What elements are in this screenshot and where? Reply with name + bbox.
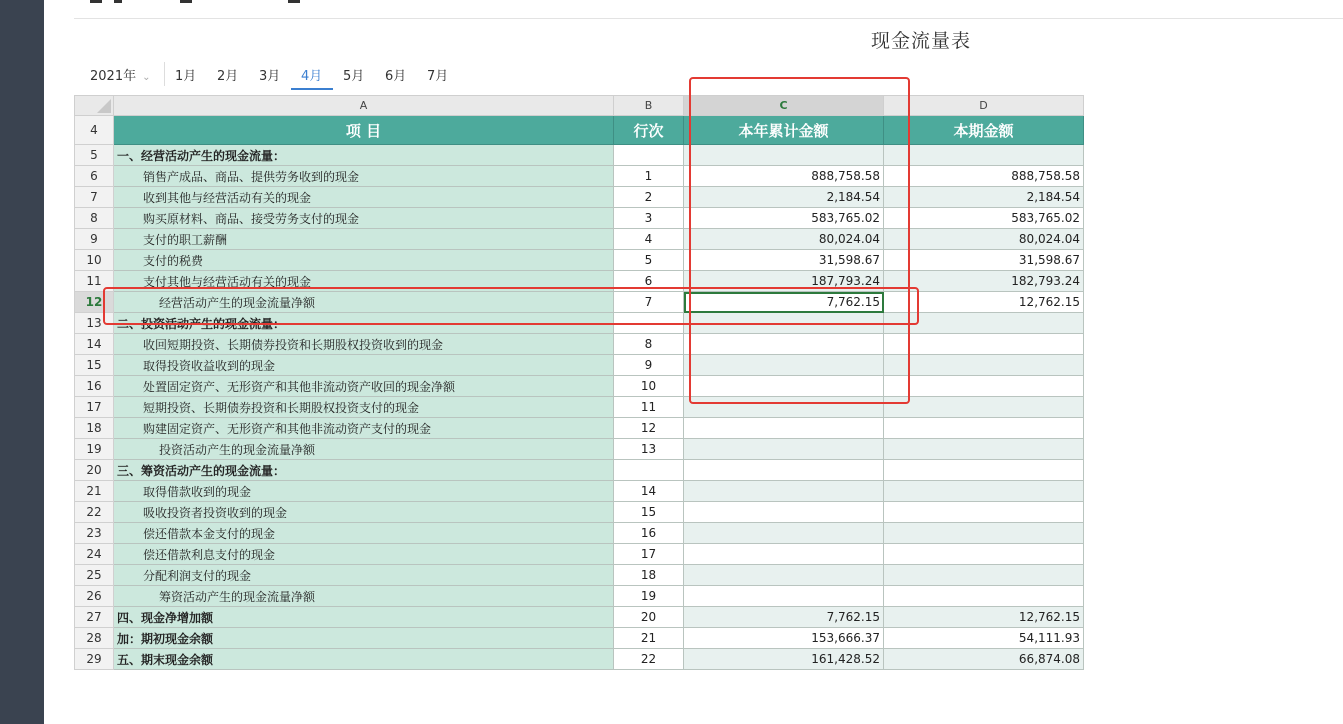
divider <box>164 62 165 86</box>
table-row <box>75 355 1084 376</box>
row-number[interactable]: 17 <box>75 397 114 418</box>
table-row <box>75 586 1084 607</box>
cell-line-no[interactable]: 11 <box>614 397 684 418</box>
cell-item[interactable]: 购建固定资产、无形资产和其他非流动资产支付的现金 <box>114 418 614 439</box>
month-tab-3[interactable]: 3月 <box>259 69 281 84</box>
row-number[interactable]: 21 <box>75 481 114 502</box>
cell-ytd-amount[interactable]: 31,598.67 <box>684 250 884 271</box>
cell-line-no[interactable]: 7 <box>614 292 684 313</box>
row-number[interactable]: 5 <box>75 145 114 166</box>
row-number[interactable]: 25 <box>75 565 114 586</box>
cell-item[interactable]: 经营活动产生的现金流量净额 <box>114 292 614 313</box>
row-number[interactable]: 10 <box>75 250 114 271</box>
cell-current-amount[interactable] <box>884 397 1084 418</box>
cell-item[interactable]: 偿还借款本金支付的现金 <box>114 523 614 544</box>
cell-ytd-amount[interactable] <box>684 565 884 586</box>
cell-line-no[interactable]: 9 <box>614 355 684 376</box>
cell-item[interactable]: 吸收投资者投资收到的现金 <box>114 502 614 523</box>
left-sidebar <box>0 0 44 724</box>
cashflow-table <box>74 95 1084 670</box>
cell-ytd-amount[interactable]: 888,758.58 <box>684 166 884 187</box>
cell-ytd-amount[interactable]: 187,793.24 <box>684 271 884 292</box>
cell-ytd-amount[interactable]: 2,184.54 <box>684 187 884 208</box>
cell-item[interactable]: 销售产成品、商品、提供劳务收到的现金 <box>114 166 614 187</box>
cell-ytd-amount[interactable] <box>684 481 884 502</box>
table-row <box>75 607 1084 628</box>
cell-current-amount[interactable] <box>884 544 1084 565</box>
cell-current-amount[interactable] <box>884 418 1084 439</box>
cell-item[interactable]: 取得投资收益收到的现金 <box>114 355 614 376</box>
cell-current-amount[interactable] <box>884 523 1084 544</box>
cell-item[interactable]: 三、筹资活动产生的现金流量： <box>114 460 614 481</box>
period-selector <box>74 60 594 90</box>
cell-current-amount[interactable] <box>884 481 1084 502</box>
cell-current-amount[interactable] <box>884 565 1084 586</box>
table-row <box>75 544 1084 565</box>
cell-current-amount[interactable] <box>884 334 1084 355</box>
row-number[interactable]: 8 <box>75 208 114 229</box>
cell-line-no[interactable]: 17 <box>614 544 684 565</box>
cell-ytd-amount[interactable] <box>684 460 884 481</box>
cell-current-amount[interactable] <box>884 586 1084 607</box>
header-line-no[interactable]: 行次 <box>614 116 684 145</box>
cell-current-amount[interactable] <box>884 376 1084 397</box>
cell-ytd-amount[interactable]: 7,762.15 <box>684 607 884 628</box>
cell-ytd-amount[interactable]: 7,762.15 <box>684 292 884 313</box>
cell-ytd-amount[interactable] <box>684 544 884 565</box>
column-header-c[interactable]: C <box>684 96 884 116</box>
cell-item[interactable]: 短期投资、长期债券投资和长期股权投资支付的现金 <box>114 397 614 418</box>
cell-ytd-amount[interactable] <box>684 439 884 460</box>
row-number[interactable]: 14 <box>75 334 114 355</box>
month-tab-2[interactable]: 2月 <box>217 69 239 84</box>
month-tab-4[interactable]: 4月 <box>301 69 323 84</box>
table-row <box>75 166 1084 187</box>
cell-item[interactable]: 偿还借款利息支付的现金 <box>114 544 614 565</box>
cell-line-no[interactable]: 4 <box>614 229 684 250</box>
cell-current-amount[interactable] <box>884 439 1084 460</box>
cell-current-amount[interactable]: 31,598.67 <box>884 250 1084 271</box>
cell-line-no[interactable]: 8 <box>614 334 684 355</box>
year-select-value: 2021年 <box>90 69 137 84</box>
row-number[interactable]: 4 <box>75 116 114 145</box>
cell-item[interactable]: 取得借款收到的现金 <box>114 481 614 502</box>
table-row <box>75 250 1084 271</box>
row-number[interactable]: 22 <box>75 502 114 523</box>
row-number[interactable]: 20 <box>75 460 114 481</box>
chevron-down-icon: ⌄ <box>142 72 151 83</box>
cell-line-no[interactable]: 15 <box>614 502 684 523</box>
column-header-d[interactable]: D <box>884 96 1084 116</box>
cell-item[interactable]: 投资活动产生的现金流量净额 <box>114 439 614 460</box>
cell-current-amount[interactable]: 66,874.08 <box>884 649 1084 670</box>
active-tab-indicator <box>291 88 333 90</box>
cell-line-no[interactable]: 20 <box>614 607 684 628</box>
cell-item[interactable]: 支付其他与经营活动有关的现金 <box>114 271 614 292</box>
row-number[interactable]: 15 <box>75 355 114 376</box>
cell-current-amount[interactable]: 583,765.02 <box>884 208 1084 229</box>
row-number[interactable]: 26 <box>75 586 114 607</box>
table-body <box>75 145 1084 670</box>
table-row <box>75 460 1084 481</box>
cell-item[interactable]: 一、经营活动产生的现金流量： <box>114 145 614 166</box>
cell-current-amount[interactable] <box>884 355 1084 376</box>
cell-item[interactable]: 加：期初现金余额 <box>114 628 614 649</box>
cell-line-no[interactable]: 14 <box>614 481 684 502</box>
month-tab-7[interactable]: 7月 <box>427 69 449 84</box>
column-header-b[interactable]: B <box>614 96 684 116</box>
column-header-a[interactable]: A <box>114 96 614 116</box>
row-number[interactable]: 12 <box>75 292 114 313</box>
cell-item[interactable]: 筹资活动产生的现金流量净额 <box>114 586 614 607</box>
cell-line-no[interactable] <box>614 145 684 166</box>
cell-item[interactable]: 处置固定资产、无形资产和其他非流动资产收回的现金净额 <box>114 376 614 397</box>
row-number[interactable]: 27 <box>75 607 114 628</box>
table-row <box>75 628 1084 649</box>
cell-current-amount[interactable] <box>884 502 1084 523</box>
cell-line-no[interactable]: 16 <box>614 523 684 544</box>
table-row <box>75 229 1084 250</box>
row-number[interactable]: 9 <box>75 229 114 250</box>
table-row <box>75 334 1084 355</box>
highlight-box-column-c <box>689 77 910 404</box>
row-number[interactable]: 28 <box>75 628 114 649</box>
cell-ytd-amount[interactable]: 583,765.02 <box>684 208 884 229</box>
top-toolbar-icons <box>90 0 310 4</box>
row-number[interactable]: 29 <box>75 649 114 670</box>
select-all-corner[interactable] <box>75 96 114 116</box>
cell-current-amount[interactable]: 12,762.15 <box>884 292 1084 313</box>
row-number[interactable]: 6 <box>75 166 114 187</box>
table-row <box>75 376 1084 397</box>
cell-line-no[interactable]: 13 <box>614 439 684 460</box>
cell-ytd-amount[interactable] <box>684 418 884 439</box>
cell-item[interactable]: 购买原材料、商品、接受劳务支付的现金 <box>114 208 614 229</box>
cell-line-no[interactable]: 22 <box>614 649 684 670</box>
cell-item[interactable]: 分配利润支付的现金 <box>114 565 614 586</box>
cell-ytd-amount[interactable] <box>684 586 884 607</box>
cell-current-amount[interactable]: 182,793.24 <box>884 271 1084 292</box>
cell-ytd-amount[interactable]: 80,024.04 <box>684 229 884 250</box>
cell-line-no[interactable]: 6 <box>614 271 684 292</box>
table-row <box>75 649 1084 670</box>
cell-ytd-amount[interactable] <box>684 502 884 523</box>
month-tab-1[interactable]: 1月 <box>175 69 197 84</box>
cell-line-no[interactable]: 21 <box>614 628 684 649</box>
cell-line-no[interactable]: 10 <box>614 376 684 397</box>
cell-item[interactable]: 收回短期投资、长期债券投资和长期股权投资收到的现金 <box>114 334 614 355</box>
report-title: 现金流量表 <box>871 30 972 52</box>
row-number[interactable]: 18 <box>75 418 114 439</box>
cell-current-amount[interactable] <box>884 460 1084 481</box>
spreadsheet[interactable] <box>74 95 1084 670</box>
cell-current-amount[interactable]: 888,758.58 <box>884 166 1084 187</box>
cell-ytd-amount[interactable]: 153,666.37 <box>684 628 884 649</box>
table-row <box>75 565 1084 586</box>
cell-line-no[interactable]: 12 <box>614 418 684 439</box>
row-number[interactable]: 13 <box>75 313 114 334</box>
cell-current-amount[interactable] <box>884 145 1084 166</box>
cell-item[interactable]: 收到其他与经营活动有关的现金 <box>114 187 614 208</box>
table-row <box>75 502 1084 523</box>
month-tab-6[interactable]: 6月 <box>385 69 407 84</box>
row-number[interactable]: 19 <box>75 439 114 460</box>
cell-ytd-amount[interactable] <box>684 523 884 544</box>
row-number[interactable]: 11 <box>75 271 114 292</box>
cell-item[interactable]: 二、投资活动产生的现金流量： <box>114 313 614 334</box>
table-row <box>75 418 1084 439</box>
row-number[interactable]: 24 <box>75 544 114 565</box>
row-number[interactable]: 7 <box>75 187 114 208</box>
cell-current-amount[interactable]: 80,024.04 <box>884 229 1084 250</box>
cell-item[interactable]: 支付的税费 <box>114 250 614 271</box>
table-row <box>75 397 1084 418</box>
table-row <box>75 187 1084 208</box>
cell-ytd-amount[interactable]: 161,428.52 <box>684 649 884 670</box>
cell-line-no[interactable]: 3 <box>614 208 684 229</box>
table-row <box>75 145 1084 166</box>
year-select[interactable] <box>90 65 150 84</box>
cell-current-amount[interactable]: 12,762.15 <box>884 607 1084 628</box>
row-number[interactable]: 23 <box>75 523 114 544</box>
cell-item[interactable]: 四、现金净增加额 <box>114 607 614 628</box>
month-tab-5[interactable]: 5月 <box>343 69 365 84</box>
header-ytd-amount[interactable]: 本年累计金额 <box>684 116 884 145</box>
cell-current-amount[interactable]: 2,184.54 <box>884 187 1084 208</box>
cell-line-no[interactable]: 1 <box>614 166 684 187</box>
cell-line-no[interactable] <box>614 460 684 481</box>
table-row <box>75 481 1084 502</box>
cell-item[interactable]: 五、期末现金余额 <box>114 649 614 670</box>
cell-line-no[interactable]: 5 <box>614 250 684 271</box>
cell-line-no[interactable]: 19 <box>614 586 684 607</box>
table-row <box>75 208 1084 229</box>
cell-line-no[interactable]: 18 <box>614 565 684 586</box>
cell-current-amount[interactable]: 54,111.93 <box>884 628 1084 649</box>
header-item[interactable]: 项 目 <box>114 116 614 145</box>
table-row <box>75 439 1084 460</box>
highlight-box-row-12 <box>103 287 919 325</box>
header-current-amount[interactable]: 本期金额 <box>884 116 1084 145</box>
cell-line-no[interactable]: 2 <box>614 187 684 208</box>
cell-item[interactable]: 支付的职工薪酬 <box>114 229 614 250</box>
table-row <box>75 523 1084 544</box>
row-number[interactable]: 16 <box>75 376 114 397</box>
